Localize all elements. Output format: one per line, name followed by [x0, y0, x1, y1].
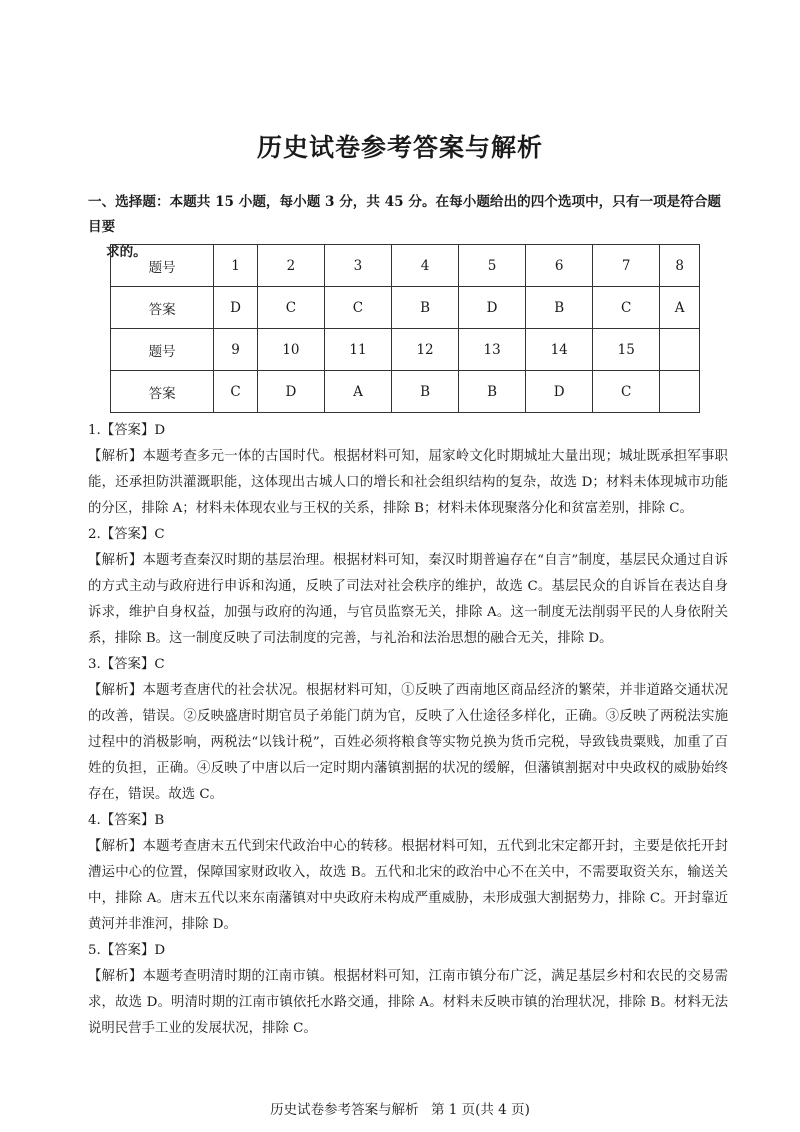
- table-cell: 6: [526, 245, 593, 287]
- question-4-answer: 4.【答案】B: [88, 813, 165, 828]
- table-cell: A: [324, 371, 391, 413]
- question-5-analysis: 【解析】本题考查明清时期的江南市镇。根据材料可知，江南市镇分布广泛，满足基层乡村和农民的交易需求，故选 D。明清时期的江南市镇依托水路交通，排除 A。材料未反映市镇的治理状况，排除 B。材料无法说明民营手工业的发展状况，排除 C。: [88, 969, 728, 1036]
- table-cell: 12: [392, 329, 459, 371]
- table-row-header: 题号: [111, 329, 214, 371]
- table-cell: 2: [257, 245, 324, 287]
- table-row: [111, 245, 700, 287]
- question-2-analysis: 【解析】本题考查秦汉时期的基层治理。根据材料可知，秦汉时期普遍存在“自言”制度，基层民众通过自诉的方式主动与政府进行申诉和沟通，反映了司法对社会秩序的维护，故选 C。基层民众的自诉旨在表达自身诉求，维护自身权益，加强与政府的沟通，与官员监察无关，排除 A。这一制度无法削弱平民的人身依附关系，排除 B。这一制度反映了司法制度的完善，与礼治和法治思想的融合无关，排除 D。: [88, 553, 728, 646]
- footer-doc-title: 历史试卷参考答案与解析: [270, 1102, 419, 1118]
- question-1-analysis: 【解析】本题考查多元一体的古国时代。根据材料可知，屈家岭文化时期城址大量出现；城址既承担军事职能，还承担防洪灌溉职能，这体现出古城人口的增长和社会组织结构的复杂，故选 D；材料未体现城市功能的分区，排除 A；材料未体现农业与王权的关系，排除 B；材料未体现聚落分化和贫富差别，排除 C。: [88, 449, 728, 516]
- question-3-analysis: 【解析】本题考查唐代的社会状况。根据材料可知，①反映了西南地区商品经济的繁荣，并非道路交通状况的改善，错误。②反映盛唐时期官员子弟能门荫为官，反映了入仕途径多样化，正确。③反映了两税法实施过程中的消极影响，两税法“以钱计税”，百姓必须将粮食等实物兑换为货币完税，导致钱贵粟贱，加重了百姓的负担，正确。④反映了中唐以后一定时期内藩镇割据的状况的缓解，但藩镇割据对中央政权的威胁始终存在，错误。故选 C。: [88, 683, 728, 802]
- table-cell: 9: [214, 329, 258, 371]
- question-4-analysis: 【解析】本题考查唐末五代到宋代政治中心的转移。根据材料可知，五代到北宋定都开封，主要是依托开封漕运中心的位置，保障国家财政收入，故选 B。五代和北宋的政治中心不在关中，不需要取资关东，输送关中，排除 A。唐末五代以来东南藩镇对中央政府未构成严重威胁，未形成强大割据势力，排除 C。开封靠近黄河并非淮河，排除 D。: [88, 839, 728, 932]
- table-cell: 5: [459, 245, 526, 287]
- table-cell: 8: [660, 245, 700, 287]
- question-2: [88, 522, 728, 652]
- table-cell: C: [214, 371, 258, 413]
- question-1-answer: 1.【答案】D: [88, 423, 166, 438]
- table-cell: D: [257, 371, 324, 413]
- table-cell: C: [593, 371, 660, 413]
- table-cell: C: [593, 287, 660, 329]
- footer-page-number: 第 1 页(共 4 页): [430, 1102, 530, 1118]
- table-row: [111, 329, 700, 371]
- table-cell: B: [526, 287, 593, 329]
- table-cell: 3: [324, 245, 391, 287]
- analysis-section: [88, 418, 728, 1042]
- table-row: [111, 287, 700, 329]
- question-5-answer: 5.【答案】D: [88, 943, 166, 958]
- table-row-header: 题号: [111, 245, 214, 287]
- table-cell: D: [526, 371, 593, 413]
- question-4: [88, 808, 728, 938]
- table-row-header: 答案: [111, 371, 214, 413]
- table-cell: B: [392, 371, 459, 413]
- answer-table: [110, 244, 700, 413]
- table-cell: 10: [257, 329, 324, 371]
- table-cell: 14: [526, 329, 593, 371]
- question-1: [88, 418, 728, 522]
- table-row: [111, 371, 700, 413]
- table-cell: 11: [324, 329, 391, 371]
- table-cell: 1: [214, 245, 258, 287]
- question-5: [88, 938, 728, 1042]
- table-cell: B: [392, 287, 459, 329]
- table-cell: C: [324, 287, 391, 329]
- table-row-header: 答案: [111, 287, 214, 329]
- table-cell: D: [214, 287, 258, 329]
- table-cell: 4: [392, 245, 459, 287]
- instructions-line-1: 一、选择题：本题共 15 小题，每小题 3 分，共 45 分。在每小题给出的四个选项中，只有一项是符合题目要: [88, 194, 722, 235]
- question-2-answer: 2.【答案】C: [88, 527, 165, 542]
- table-cell: 15: [593, 329, 660, 371]
- table-cell: [660, 329, 700, 371]
- table-cell: [660, 371, 700, 413]
- page-title: 历史试卷参考答案与解析: [256, 133, 543, 162]
- page-footer: [0, 1098, 800, 1118]
- table-cell: B: [459, 371, 526, 413]
- question-3-answer: 3.【答案】C: [88, 657, 165, 672]
- table-cell: D: [459, 287, 526, 329]
- instructions-line-2: 求的。: [106, 244, 147, 260]
- table-cell: A: [660, 287, 700, 329]
- table-cell: 7: [593, 245, 660, 287]
- table-cell: C: [257, 287, 324, 329]
- table-cell: 13: [459, 329, 526, 371]
- question-3: [88, 652, 728, 808]
